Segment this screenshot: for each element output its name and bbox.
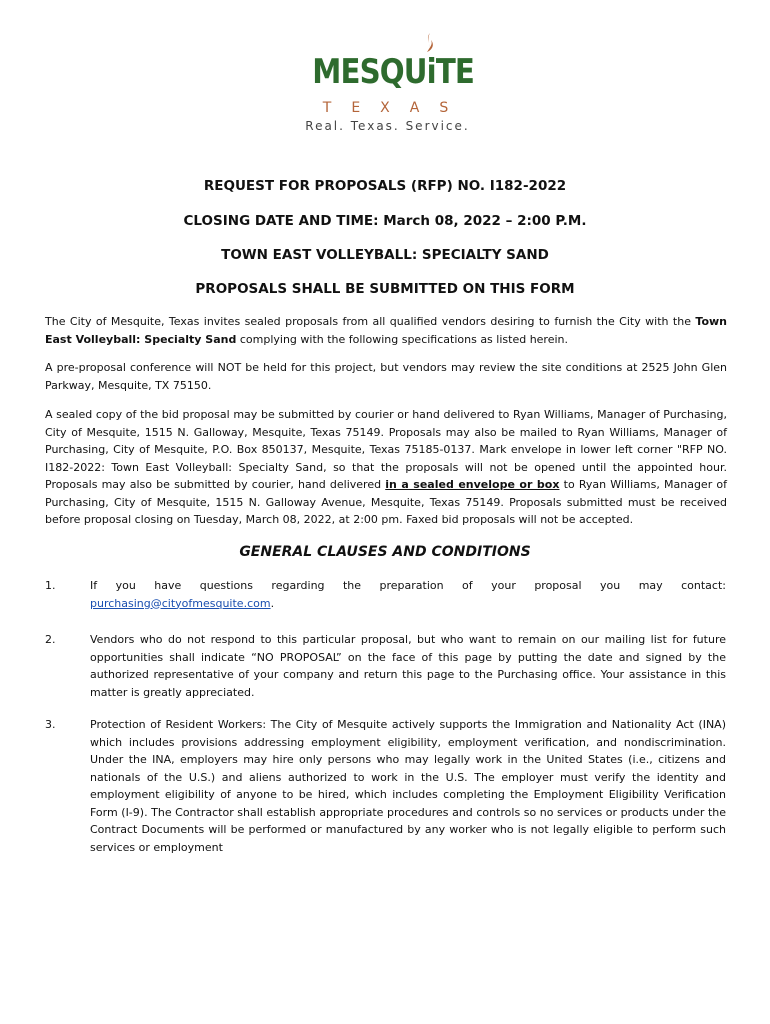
- logo-wordmark: MESQUiTE: [312, 52, 475, 92]
- clause-questions-text: If you have questions regarding the preparation of your proposal you may contact:: [90, 579, 726, 592]
- clause-number: 2.: [45, 633, 56, 646]
- mesquite-logo: [300, 30, 475, 135]
- clause-resident-workers: Protection of Resident Workers: The City of Mesquite actively supports the Immigration and Nationality Act (INA) which includes provisions addressing employment eligibility, employment verification, and nondiscrimination. Under the INA, employers may hire only persons who may legally work in the United States (i.e., citizens and nationals of the U.S.) and aliens authorized to work in the U.S. The employer must verify the identity and employment eligibility of anyone to be hired, which includes completing the Employment Eligibility Verification Form (I-9). The Contractor shall establish appropriate procedures and controls so no services or products under the Contract Documents will be performed or manufactured by any worker who is not legally eligible to perform such services or employment: [90, 718, 726, 854]
- intro-text-start: The City of Mesquite, Texas invites sealed proposals from all qualified vendors desiring to furnish the City with the: [45, 315, 696, 328]
- submission-instruction-heading: PROPOSALS SHALL BE SUBMITTED ON THIS FORM: [195, 281, 575, 297]
- logo-tagline: Real. Texas. Service.: [305, 119, 470, 133]
- submission-paragraph: [45, 406, 727, 529]
- pre-proposal-paragraph: A pre-proposal conference will NOT be held for this project, but vendors may review the site conditions at 2525 John Glen Parkway, Mesquite, TX 75150.: [45, 361, 727, 392]
- general-clauses-title: GENERAL CLAUSES AND CONDITIONS: [239, 544, 531, 560]
- clause-no-proposal: Vendors who do not respond to this particular proposal, but who want to remain on our mailing list for future opportunities shall indicate “NO PROPOSAL” on the face of this page by putting the date and signed by the authorized representative of your company and return this page to the Purchasing office. Your assistance in this matter is greatly appreciated.: [90, 633, 726, 699]
- sealed-envelope-emphasis: in a sealed envelope or box: [385, 478, 560, 491]
- clause-number: 1.: [45, 579, 56, 592]
- submission-text-end: to Ryan Williams, Manager of Purchasing, City of Mesquite, 1515 N. Galloway Avenue, Mesquite, Texas 75149. Proposals submitted must be received before proposal closing on Tuesday, March 08, 2022, at 2:00 pm. Faxed bid proposals will not be accepted.: [45, 478, 727, 526]
- clause-number: 3.: [45, 718, 56, 731]
- purchasing-email-link[interactable]: [90, 595, 726, 613]
- rfp-number-heading: REQUEST FOR PROPOSALS (RFP) NO. I182-2022: [203, 178, 567, 194]
- intro-text-end: complying with the following specifications as listed herein.: [236, 332, 569, 346]
- email-suffix: .: [270, 596, 275, 610]
- project-title-heading: TOWN EAST VOLLEYBALL: SPECIALTY SAND: [221, 247, 549, 263]
- logo-state: TEXAS: [322, 100, 469, 116]
- purchasing-email[interactable]: purchasing@cityofmesquite.com: [90, 596, 271, 610]
- intro-paragraph: [45, 313, 727, 348]
- intro-project-name: Town East Volleyball: Specialty Sand: [45, 315, 727, 346]
- clause-questions: [90, 577, 726, 612]
- closing-date-heading: CLOSING DATE AND TIME: March 08, 2022 – 2:00 P.M.: [183, 213, 587, 229]
- submission-text-start: A sealed copy of the bid proposal may be submitted by courier or hand delivered to Ryan Williams, Manager of Purchasing, City of Mesquite, 1515 N. Galloway, Mesquite, Texas 75149. Proposals may also be mailed to Ryan Williams, Manager of Purchasing, City of Mesquite, P.O. Box 850137, Mesquite, Texas 75185-0137. Mark envelope in lower left corner "RFP NO. I182-2022: Town East Volleyball: Specialty Sand, so that the proposals will not be opened until the appointed hour. Proposals may also be submitted by courier, hand delivered: [45, 408, 727, 491]
